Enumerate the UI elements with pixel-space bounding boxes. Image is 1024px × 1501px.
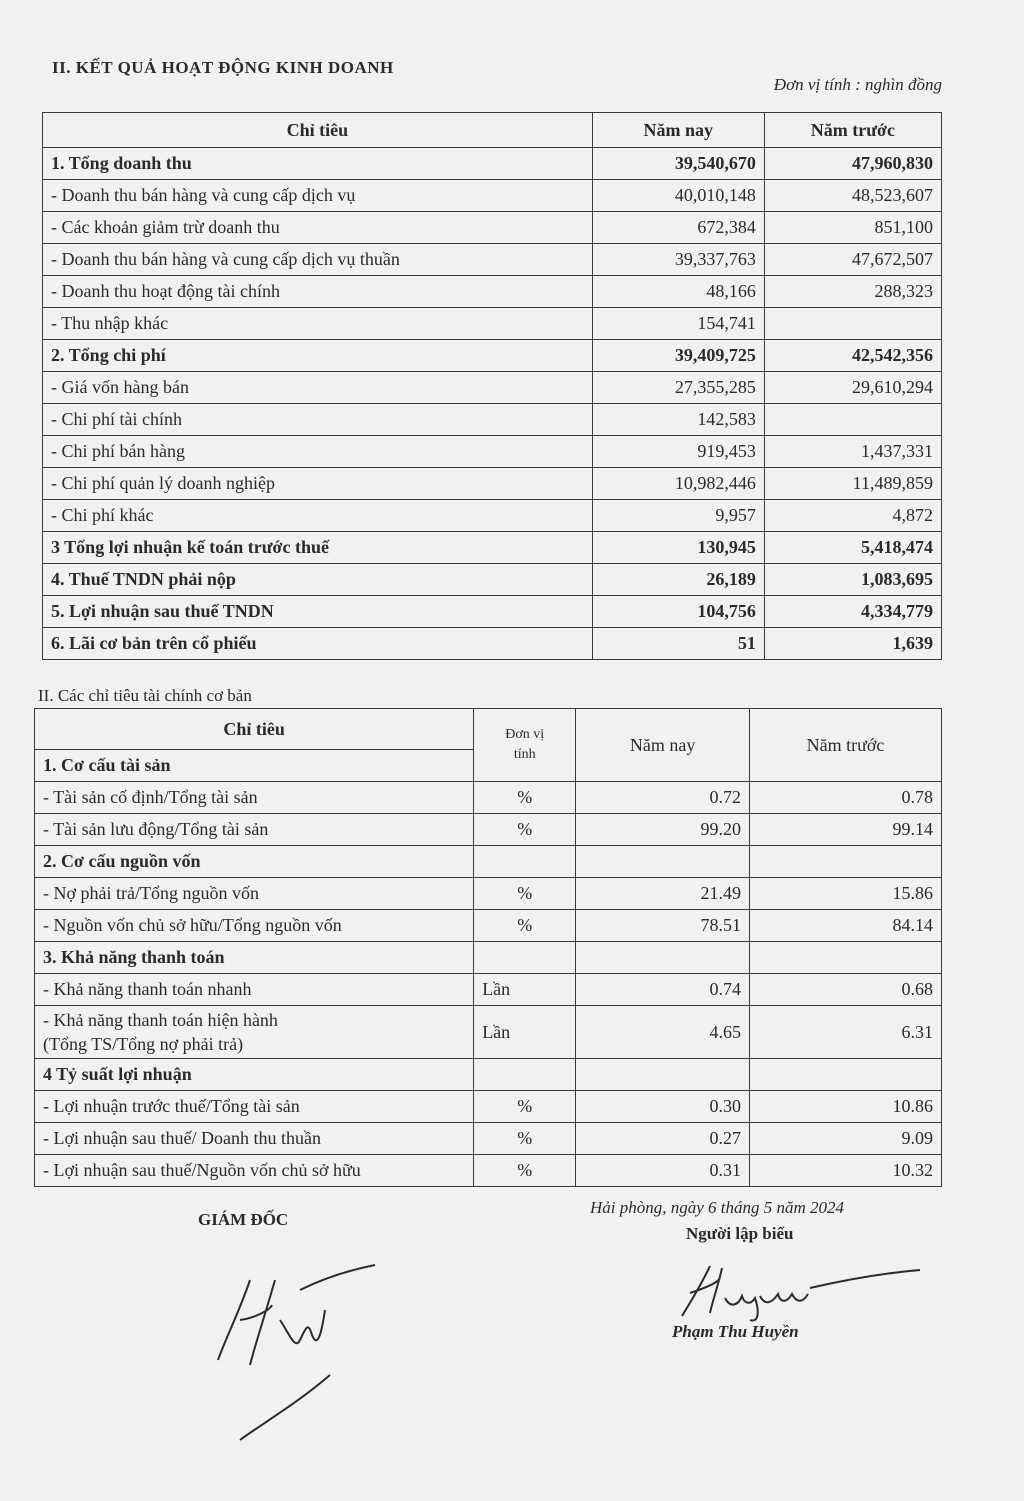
previous-year-value: 11,489,859 — [764, 468, 941, 500]
table-header-row — [35, 709, 942, 750]
unit-value: % — [474, 1091, 576, 1123]
row-label — [35, 1123, 474, 1155]
row-label-line1: - Lợi nhuận trước thuế/Tổng tài sản — [43, 1096, 300, 1116]
header-indicator: Chỉ tiêu — [43, 113, 593, 148]
current-year-value: 672,384 — [592, 212, 764, 244]
empty-cell — [749, 942, 941, 974]
current-year-value: 919,453 — [592, 436, 764, 468]
table-row — [43, 276, 942, 308]
unit-value: % — [474, 910, 576, 942]
current-year-value: 104,756 — [592, 596, 764, 628]
unit-value: % — [474, 1123, 576, 1155]
row-label-line1: - Nợ phải trả/Tổng nguồn vốn — [43, 883, 259, 903]
row-label-line1: - Tài sản lưu động/Tổng tài sản — [43, 819, 269, 839]
table-row — [43, 148, 942, 180]
row-label — [35, 974, 474, 1006]
current-year-value: 4.65 — [576, 1006, 750, 1059]
unit-note: Đơn vị tính : nghìn đồng — [773, 75, 942, 94]
business-results-table — [42, 112, 942, 660]
table-row — [43, 500, 942, 532]
table-row — [43, 564, 942, 596]
row-label — [35, 814, 474, 846]
unit-value: % — [474, 1155, 576, 1187]
previous-year-value: 15.86 — [749, 878, 941, 910]
table-row — [43, 308, 942, 340]
current-year-value: 10,982,446 — [592, 468, 764, 500]
previous-year-value: 48,523,607 — [764, 180, 941, 212]
group-title: 3. Khả năng thanh toán — [35, 942, 474, 974]
unit-value: % — [474, 814, 576, 846]
row-label: 4. Thuế TNDN phải nộp — [43, 564, 593, 596]
previous-year-value: 1,083,695 — [764, 564, 941, 596]
section2-title: II. Các chỉ tiêu tài chính cơ bản — [38, 686, 252, 705]
unit-value: % — [474, 878, 576, 910]
previous-year-value: 1,639 — [764, 628, 941, 660]
row-label — [35, 1006, 474, 1059]
preparer-name: Phạm Thu Huyền — [672, 1322, 799, 1341]
previous-year-value: 6.31 — [749, 1006, 941, 1059]
group-header-row — [35, 942, 942, 974]
director-signature — [200, 1250, 400, 1450]
table-header-row — [43, 113, 942, 148]
table-row — [35, 1155, 942, 1187]
current-year-value: 9,957 — [592, 500, 764, 532]
financial-indicators-table — [34, 708, 942, 1187]
empty-cell — [749, 846, 941, 878]
empty-cell — [576, 846, 750, 878]
current-year-value: 0.74 — [576, 974, 750, 1006]
table-row — [43, 212, 942, 244]
row-label: - Doanh thu bán hàng và cung cấp dịch vụ thuần — [43, 244, 593, 276]
group-header-row — [35, 846, 942, 878]
current-year-value: 39,540,670 — [592, 148, 764, 180]
row-label: - Chi phí bán hàng — [43, 436, 593, 468]
empty-cell — [474, 846, 576, 878]
table-row — [43, 468, 942, 500]
table-row — [35, 1006, 942, 1059]
header-previous-year: Năm trước — [764, 113, 941, 148]
table-row — [43, 340, 942, 372]
row-label: - Thu nhập khác — [43, 308, 593, 340]
current-year-value: 78.51 — [576, 910, 750, 942]
current-year-value: 39,409,725 — [592, 340, 764, 372]
table-row — [43, 372, 942, 404]
table-row — [43, 436, 942, 468]
row-label-line1: - Nguồn vốn chủ sở hữu/Tổng nguồn vốn — [43, 915, 342, 935]
unit-value: Lần — [474, 974, 576, 1006]
row-label: - Chi phí quản lý doanh nghiệp — [43, 468, 593, 500]
row-label: 3 Tổng lợi nhuận kế toán trước thuế — [43, 532, 593, 564]
previous-year-value: 42,542,356 — [764, 340, 941, 372]
table-row — [43, 628, 942, 660]
table-row — [35, 1123, 942, 1155]
header-current-year: Năm nay — [592, 113, 764, 148]
previous-year-value: 10.86 — [749, 1091, 941, 1123]
previous-year-value — [764, 404, 941, 436]
preparer-title: Người lập biểu — [686, 1224, 794, 1243]
current-year-value: 39,337,763 — [592, 244, 764, 276]
table-row — [43, 244, 942, 276]
previous-year-value: 0.68 — [749, 974, 941, 1006]
table-row — [43, 532, 942, 564]
empty-cell — [474, 1059, 576, 1091]
table-row — [35, 1091, 942, 1123]
row-label-line1: - Khả năng thanh toán nhanh — [43, 979, 252, 999]
table-row — [35, 814, 942, 846]
row-label: - Các khoản giảm trừ doanh thu — [43, 212, 593, 244]
previous-year-value: 288,323 — [764, 276, 941, 308]
row-label-line1: - Khả năng thanh toán hiện hành — [43, 1010, 278, 1030]
empty-cell — [576, 1059, 750, 1091]
preparer-signature — [660, 1258, 930, 1328]
previous-year-value: 47,672,507 — [764, 244, 941, 276]
row-label: - Chi phí tài chính — [43, 404, 593, 436]
previous-year-value: 4,334,779 — [764, 596, 941, 628]
table-row — [43, 180, 942, 212]
group-header-row — [35, 1059, 942, 1091]
row-label-line1: - Lợi nhuận sau thuế/ Doanh thu thuần — [43, 1128, 321, 1148]
row-label — [35, 910, 474, 942]
header-unit-line1: Đơn vị — [505, 727, 545, 742]
row-label: - Doanh thu bán hàng và cung cấp dịch vụ — [43, 180, 593, 212]
row-label — [35, 878, 474, 910]
row-label — [35, 1155, 474, 1187]
group-title: 2. Cơ cấu nguồn vốn — [35, 846, 474, 878]
current-year-value: 27,355,285 — [592, 372, 764, 404]
current-year-value: 51 — [592, 628, 764, 660]
group-title: 4 Tỷ suất lợi nhuận — [35, 1059, 474, 1091]
previous-year-value: 5,418,474 — [764, 532, 941, 564]
empty-cell — [749, 1059, 941, 1091]
current-year-value: 142,583 — [592, 404, 764, 436]
header-previous-year: Năm trước — [749, 709, 941, 782]
row-label: 5. Lợi nhuận sau thuế TNDN — [43, 596, 593, 628]
header-current-year: Năm nay — [576, 709, 750, 782]
current-year-value: 48,166 — [592, 276, 764, 308]
unit-value: % — [474, 782, 576, 814]
header-unit-line2: tính — [513, 747, 536, 762]
header-indicator: Chỉ tiêu — [35, 709, 474, 750]
previous-year-value: 10.32 — [749, 1155, 941, 1187]
row-label-line1: - Lợi nhuận sau thuế/Nguồn vốn chủ sở hữu — [43, 1160, 361, 1180]
previous-year-value: 851,100 — [764, 212, 941, 244]
previous-year-value — [764, 308, 941, 340]
previous-year-value: 4,872 — [764, 500, 941, 532]
current-year-value: 0.27 — [576, 1123, 750, 1155]
previous-year-value: 99.14 — [749, 814, 941, 846]
row-label: 2. Tổng chi phí — [43, 340, 593, 372]
previous-year-value: 0.78 — [749, 782, 941, 814]
row-label: 6. Lãi cơ bản trên cổ phiếu — [43, 628, 593, 660]
table-row — [35, 974, 942, 1006]
empty-cell — [576, 942, 750, 974]
current-year-value: 0.72 — [576, 782, 750, 814]
table-row — [43, 596, 942, 628]
row-label — [35, 1091, 474, 1123]
row-label: - Giá vốn hàng bán — [43, 372, 593, 404]
table-row — [35, 878, 942, 910]
row-label-line1: - Tài sản cố định/Tổng tài sản — [43, 787, 258, 807]
row-label — [35, 782, 474, 814]
previous-year-value: 47,960,830 — [764, 148, 941, 180]
current-year-value: 99.20 — [576, 814, 750, 846]
current-year-value: 0.31 — [576, 1155, 750, 1187]
row-label: - Doanh thu hoạt động tài chính — [43, 276, 593, 308]
row-label: 1. Tổng doanh thu — [43, 148, 593, 180]
unit-value: Lần — [474, 1006, 576, 1059]
current-year-value: 40,010,148 — [592, 180, 764, 212]
previous-year-value: 1,437,331 — [764, 436, 941, 468]
previous-year-value: 29,610,294 — [764, 372, 941, 404]
current-year-value: 21.49 — [576, 878, 750, 910]
table-row — [35, 910, 942, 942]
table-row — [35, 782, 942, 814]
section-title: II. KẾT QUẢ HOẠT ĐỘNG KINH DOANH — [52, 58, 394, 77]
header-unit — [474, 709, 576, 782]
current-year-value: 130,945 — [592, 532, 764, 564]
previous-year-value: 9.09 — [749, 1123, 941, 1155]
empty-cell — [474, 942, 576, 974]
date-line: Hải phòng, ngày 6 tháng 5 năm 2024 — [590, 1198, 845, 1217]
row-label-line2: (Tổng TS/Tổng nợ phải trả) — [43, 1034, 244, 1054]
table-row — [43, 404, 942, 436]
current-year-value: 154,741 — [592, 308, 764, 340]
director-title: GIÁM ĐỐC — [198, 1210, 289, 1229]
current-year-value: 0.30 — [576, 1091, 750, 1123]
current-year-value: 26,189 — [592, 564, 764, 596]
group-title: 1. Cơ cấu tài sản — [35, 750, 474, 782]
row-label: - Chi phí khác — [43, 500, 593, 532]
previous-year-value: 84.14 — [749, 910, 941, 942]
